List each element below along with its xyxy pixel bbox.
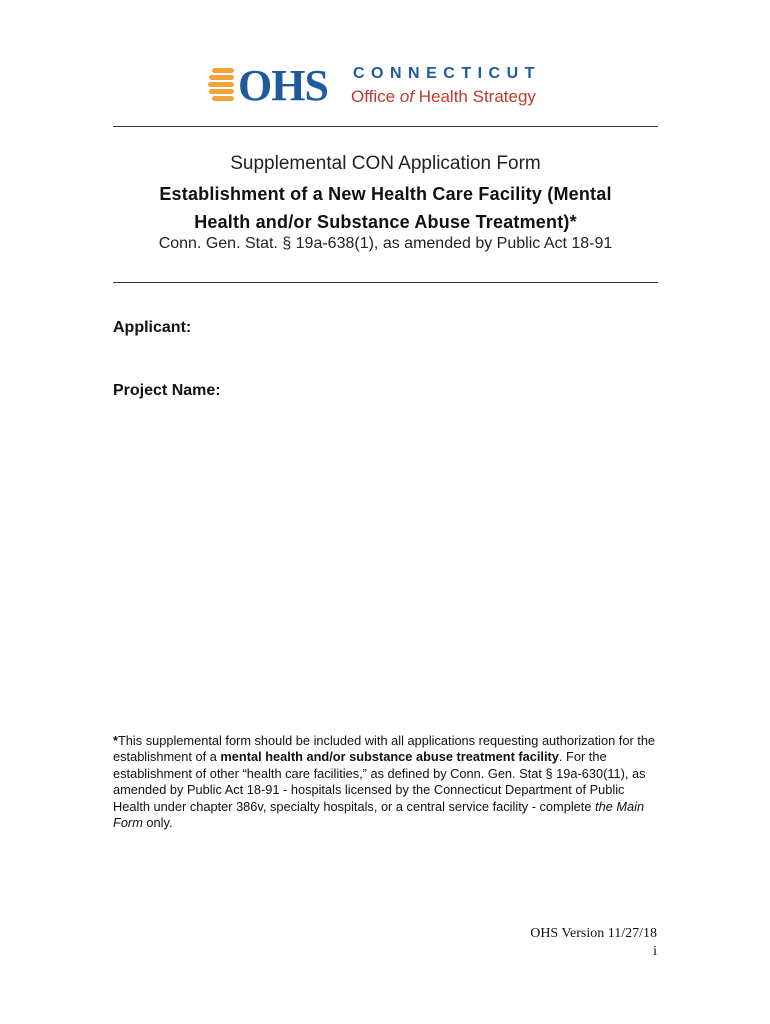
- top-divider: [113, 126, 658, 127]
- footnote-star: *: [113, 733, 118, 748]
- footnote: [113, 733, 661, 831]
- logo-office-prefix: Office: [351, 87, 400, 106]
- footnote-part1: This supplemental form should be included with all applications requesting authorization for the establishment of a: [113, 733, 656, 765]
- form-title: Supplemental CON Application Form: [230, 153, 541, 174]
- statute-citation: Conn. Gen. Stat. § 19a-638(1), as amended by Public Act 18-91: [158, 235, 613, 252]
- logo-office-text: [351, 86, 536, 108]
- version-text: OHS Version 11/27/18: [530, 926, 657, 941]
- form-subtitle-line1: Establishment of a New Health Care Facility (Mental: [159, 184, 612, 204]
- footnote-italic: the Main Form: [113, 798, 645, 831]
- logo-state-text: CONNECTICUT: [353, 65, 541, 82]
- form-subtitle: [113, 180, 658, 236]
- footnote-bold: mental health and/or substance abuse treatment facility: [220, 749, 559, 765]
- page-number: i: [653, 944, 657, 959]
- page-footer: [530, 925, 657, 961]
- logo-ohs-text: OHS: [238, 61, 328, 110]
- project-name-label: Project Name:: [113, 382, 221, 399]
- ohs-logo: [208, 60, 568, 112]
- form-subtitle-line2: Health and/or Substance Abuse Treatment)*: [194, 212, 577, 232]
- logo-office-of: of: [399, 87, 415, 106]
- applicant-label: Applicant:: [113, 319, 192, 336]
- footnote-part2: . For the establishment of other “health care facilities,” as defined by Conn. Gen. Stat § 19a-630(11), as amended by Public Act 18-91 - hospitals licensed by the Connecticut Department of Public Health under chapter 386v, specialty hospitals, or a central service facility - complete: [113, 749, 646, 814]
- bottom-divider: [113, 282, 658, 283]
- footnote-part3: only.: [142, 815, 173, 831]
- logo-office-suffix: Health Strategy: [414, 87, 536, 106]
